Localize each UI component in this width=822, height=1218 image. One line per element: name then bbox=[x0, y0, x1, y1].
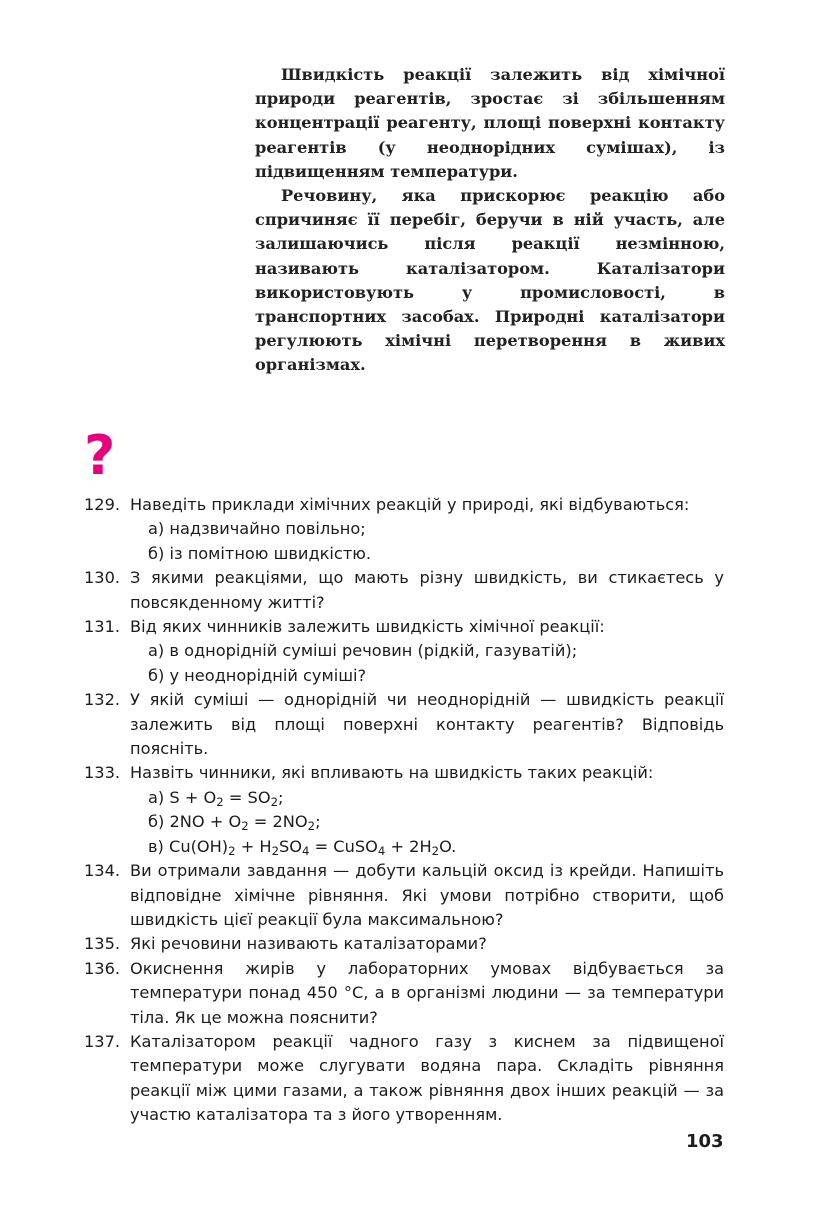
summary-paragraph: Речовину, яка прискорює реакцію або спричиняє її перебіг, беручи в ній участь, але залишаючись після реакції незмінною, називають каталізатором. Каталізатори використовують у промисловості, в транспортних засобах. Природні каталізатори регулюють хімічні перетворення в живих організмах. bbox=[255, 186, 725, 375]
question-text: Окиснення жирів у лабораторних умовах відбувається за температури понад 450 °С, а в організмі людини — за температури тіла. Як це можна пояснити? bbox=[130, 958, 724, 1027]
questions-list bbox=[84, 493, 724, 1128]
question-item bbox=[84, 615, 724, 688]
page-number: 103 bbox=[686, 1131, 724, 1152]
question-text: Каталізатором реакції чадного газу з киснем за підвищеної температури може слугувати водяна пара. Складіть рівняння реакції між цими газами, а також рівняння двох інших реакцій — за участю каталізатора та з його утворенням. bbox=[130, 1031, 724, 1125]
question-item bbox=[84, 493, 724, 566]
question-item bbox=[84, 859, 724, 932]
question-text: Ви отримали завдання — добути кальцій оксид із крейди. Напишіть відповідне хімічне рівняння. Які умови потрібно створити, щоб швидкість цієї реакції була максимальною? bbox=[130, 861, 724, 929]
question-item bbox=[84, 957, 724, 1030]
question-number: 137. bbox=[84, 1031, 121, 1051]
reaction-equation bbox=[130, 810, 724, 834]
equation-label: в) bbox=[148, 836, 164, 856]
question-text: Які речовини називають каталізаторами? bbox=[130, 934, 487, 954]
question-number: 132. bbox=[84, 690, 121, 710]
question-text: З якими реакціями, що мають різну швидкість, ви стикаєтесь у повсякденному житті? bbox=[130, 568, 724, 612]
question-number: 134. bbox=[84, 861, 121, 881]
question-mark-icon: ? bbox=[84, 424, 116, 487]
question-subitem: а) в однорідній суміші речовин (рідкій, газуватій); bbox=[148, 641, 578, 661]
question-number: 130. bbox=[84, 568, 121, 588]
equation-formula: $2NO + O_2 = 2NO_2$; bbox=[169, 812, 321, 834]
question-item bbox=[84, 1030, 724, 1128]
question-item bbox=[84, 566, 724, 615]
equation-label: а) bbox=[148, 787, 165, 807]
reaction-equation bbox=[130, 835, 724, 859]
question-item bbox=[84, 688, 724, 761]
question-item bbox=[84, 932, 724, 956]
summary-box bbox=[255, 63, 725, 378]
question-text: Наведіть приклади хімічних реакцій у природі, які відбуваються: bbox=[130, 495, 690, 514]
question-number: 135. bbox=[84, 934, 121, 954]
question-subitem: б) у неоднорідній суміші? bbox=[148, 665, 367, 685]
reaction-equation bbox=[130, 786, 724, 810]
question-text: Від яких чинників залежить швидкість хімічної реакції: bbox=[130, 617, 605, 637]
equation-formula: $S + O_2 = SO_2$; bbox=[169, 787, 284, 809]
question-text: У якій суміші — однорідній чи неоднорідній — швидкість реакції залежить від площі поверхні контакту реагентів? Відповідь поясніть. bbox=[130, 690, 724, 759]
question-number: 133. bbox=[84, 763, 121, 783]
question-number: 129. bbox=[84, 495, 121, 514]
summary-paragraph: Швидкість реакції залежить від хімічної природи реагентів, зростає зі збільшенням концентрації реагенту, площі поверхні контакту реагентів (у неоднорідних сумішах), із підвищенням температури. bbox=[255, 65, 725, 181]
equation-label: б) bbox=[148, 812, 165, 832]
question-text: Назвіть чинники, які впливають на швидкість таких реакцій: bbox=[130, 763, 654, 783]
question-subitem: б) із помітною швидкістю. bbox=[148, 543, 372, 563]
equation-formula: $Cu(OH)_2 + H_2SO_4$ = CuSO$_4$ + $2H_2O$. bbox=[169, 836, 457, 858]
question-number: 131. bbox=[84, 617, 121, 637]
question-item bbox=[84, 761, 724, 859]
question-subitem: а) надзвичайно повільно; bbox=[148, 519, 366, 539]
question-number: 136. bbox=[84, 958, 121, 978]
